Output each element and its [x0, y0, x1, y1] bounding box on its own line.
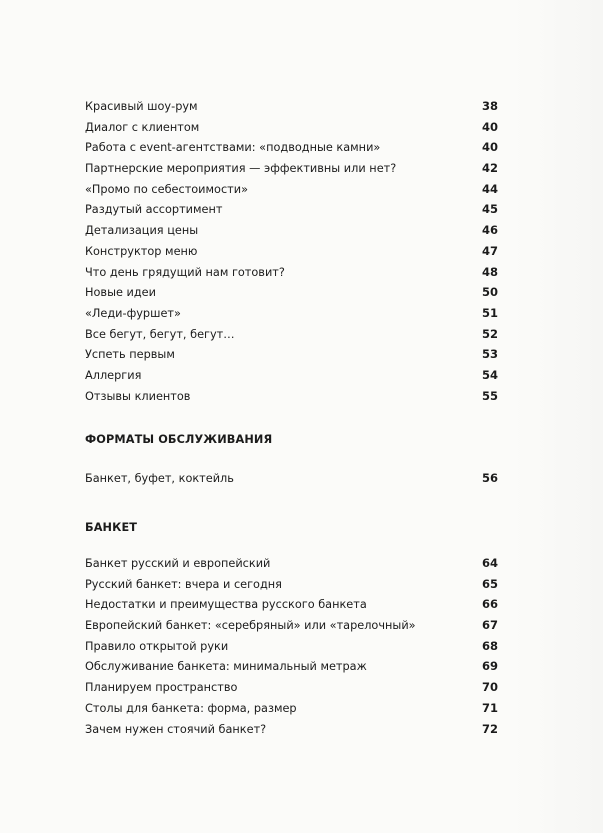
toc-group-3	[85, 553, 498, 739]
toc-entry-page-number: 52	[481, 326, 498, 341]
toc-entry-title: Аллергия	[85, 368, 142, 382]
toc-entry-title: Красивый шоу-рум	[85, 100, 198, 113]
toc-entry-page-number: 67	[481, 618, 498, 633]
toc-entry-page-number: 68	[481, 638, 498, 653]
toc-entry-title: Планируем пространство	[85, 681, 238, 695]
toc-entry-title: Детализация цены	[85, 224, 199, 238]
toc-entry-page-number: 44	[481, 181, 498, 196]
toc-entry-page-number: 56	[481, 471, 498, 486]
toc-entry-page-number: 53	[481, 347, 498, 362]
toc-entry-page-number: 38	[481, 99, 498, 113]
toc-entry	[85, 158, 498, 179]
toc-entry-title: Новые идеи	[85, 286, 156, 300]
toc-entry	[85, 282, 498, 303]
toc-entry	[85, 117, 498, 138]
toc-entry	[85, 96, 498, 117]
toc-entry-page-number: 70	[481, 680, 498, 695]
section-heading-banquet: БАНКЕТ	[85, 521, 138, 534]
toc-entry-title: Банкет, буфет, коктейль	[85, 472, 234, 486]
toc-entry	[85, 719, 498, 740]
toc-entry-page-number: 40	[481, 140, 498, 155]
toc-entry-page-number: 66	[481, 597, 498, 612]
section-heading-formats: ФОРМАТЫ ОБСЛУЖИВАНИЯ	[85, 433, 273, 447]
toc-entry	[85, 241, 498, 262]
toc-entry	[85, 677, 498, 698]
toc-entry-title: Раздутый ассортимент	[85, 203, 223, 217]
toc-entry-page-number: 47	[481, 243, 498, 258]
toc-entry-title: Конструктор меню	[85, 244, 198, 258]
toc-entry-title: «Промо по себестоимости»	[85, 182, 249, 196]
toc-entry	[85, 656, 498, 677]
toc-entry-page-number: 54	[481, 367, 498, 382]
toc-entry-page-number: 40	[481, 119, 498, 134]
toc-group-1	[85, 96, 498, 406]
toc-entry-page-number: 45	[481, 202, 498, 217]
toc-entry-title: Русский банкет: вчера и сегодня	[85, 577, 282, 591]
toc-entry	[85, 262, 498, 283]
toc-entry-title: Все бегут, бегут, бегут…	[85, 327, 235, 341]
toc-entry	[85, 698, 498, 719]
toc-entry-page-number: 48	[481, 264, 498, 279]
toc-entry-title: Банкет русский и европейский	[85, 557, 271, 570]
toc-entry-page-number: 50	[481, 285, 498, 300]
toc-entry-title: Столы для банкета: форма, размер	[85, 701, 297, 715]
toc-entry-title: Диалог с клиентом	[85, 120, 200, 134]
toc-entry-title: Работа с event-агентствами: «подводные камни»	[85, 141, 381, 155]
toc-entry-title: Что день грядущий нам готовит?	[85, 265, 285, 279]
toc-entry-page-number: 46	[481, 223, 498, 238]
toc-entry	[85, 574, 498, 595]
toc-entry-title: Недостатки и преимущества русского банкета	[85, 598, 367, 612]
toc-entry	[85, 137, 498, 158]
toc-entry-title: Партнерские мероприятия — эффективны или нет?	[85, 162, 397, 176]
toc-entry	[85, 636, 498, 657]
toc-entry	[85, 615, 498, 636]
toc-entry	[85, 344, 498, 365]
toc-entry-page-number: 72	[481, 721, 498, 736]
toc-entry	[85, 468, 498, 489]
toc-entry-title: Зачем нужен стоячий банкет?	[85, 722, 267, 736]
toc-entry-title: «Леди-фуршет»	[85, 306, 181, 320]
table-of-contents	[85, 96, 498, 739]
toc-entry	[85, 365, 498, 386]
toc-entry	[85, 199, 498, 220]
toc-entry	[85, 324, 498, 345]
toc-entry	[85, 220, 498, 241]
toc-entry	[85, 553, 498, 574]
toc-entry-page-number: 65	[481, 576, 498, 591]
toc-entry-page-number: 64	[481, 556, 498, 570]
toc-entry-title: Успеть первым	[85, 348, 175, 362]
toc-entry	[85, 386, 498, 407]
toc-entry-page-number: 69	[481, 659, 498, 674]
toc-entry-title: Обслуживание банкета: минимальный метраж	[85, 660, 367, 674]
toc-entry-title: Правило открытой руки	[85, 639, 229, 653]
toc-entry-page-number: 71	[481, 700, 498, 715]
toc-entry-title: Европейский банкет: «серебряный» или «тарелочный»	[85, 619, 416, 633]
toc-entry	[85, 179, 498, 200]
toc-entry-page-number: 55	[481, 388, 498, 403]
toc-entry-page-number: 51	[481, 305, 498, 320]
toc-entry-page-number: 42	[481, 161, 498, 176]
toc-entry-title: Отзывы клиентов	[85, 389, 191, 403]
toc-entry	[85, 594, 498, 615]
toc-group-2	[85, 468, 498, 489]
toc-entry	[85, 303, 498, 324]
